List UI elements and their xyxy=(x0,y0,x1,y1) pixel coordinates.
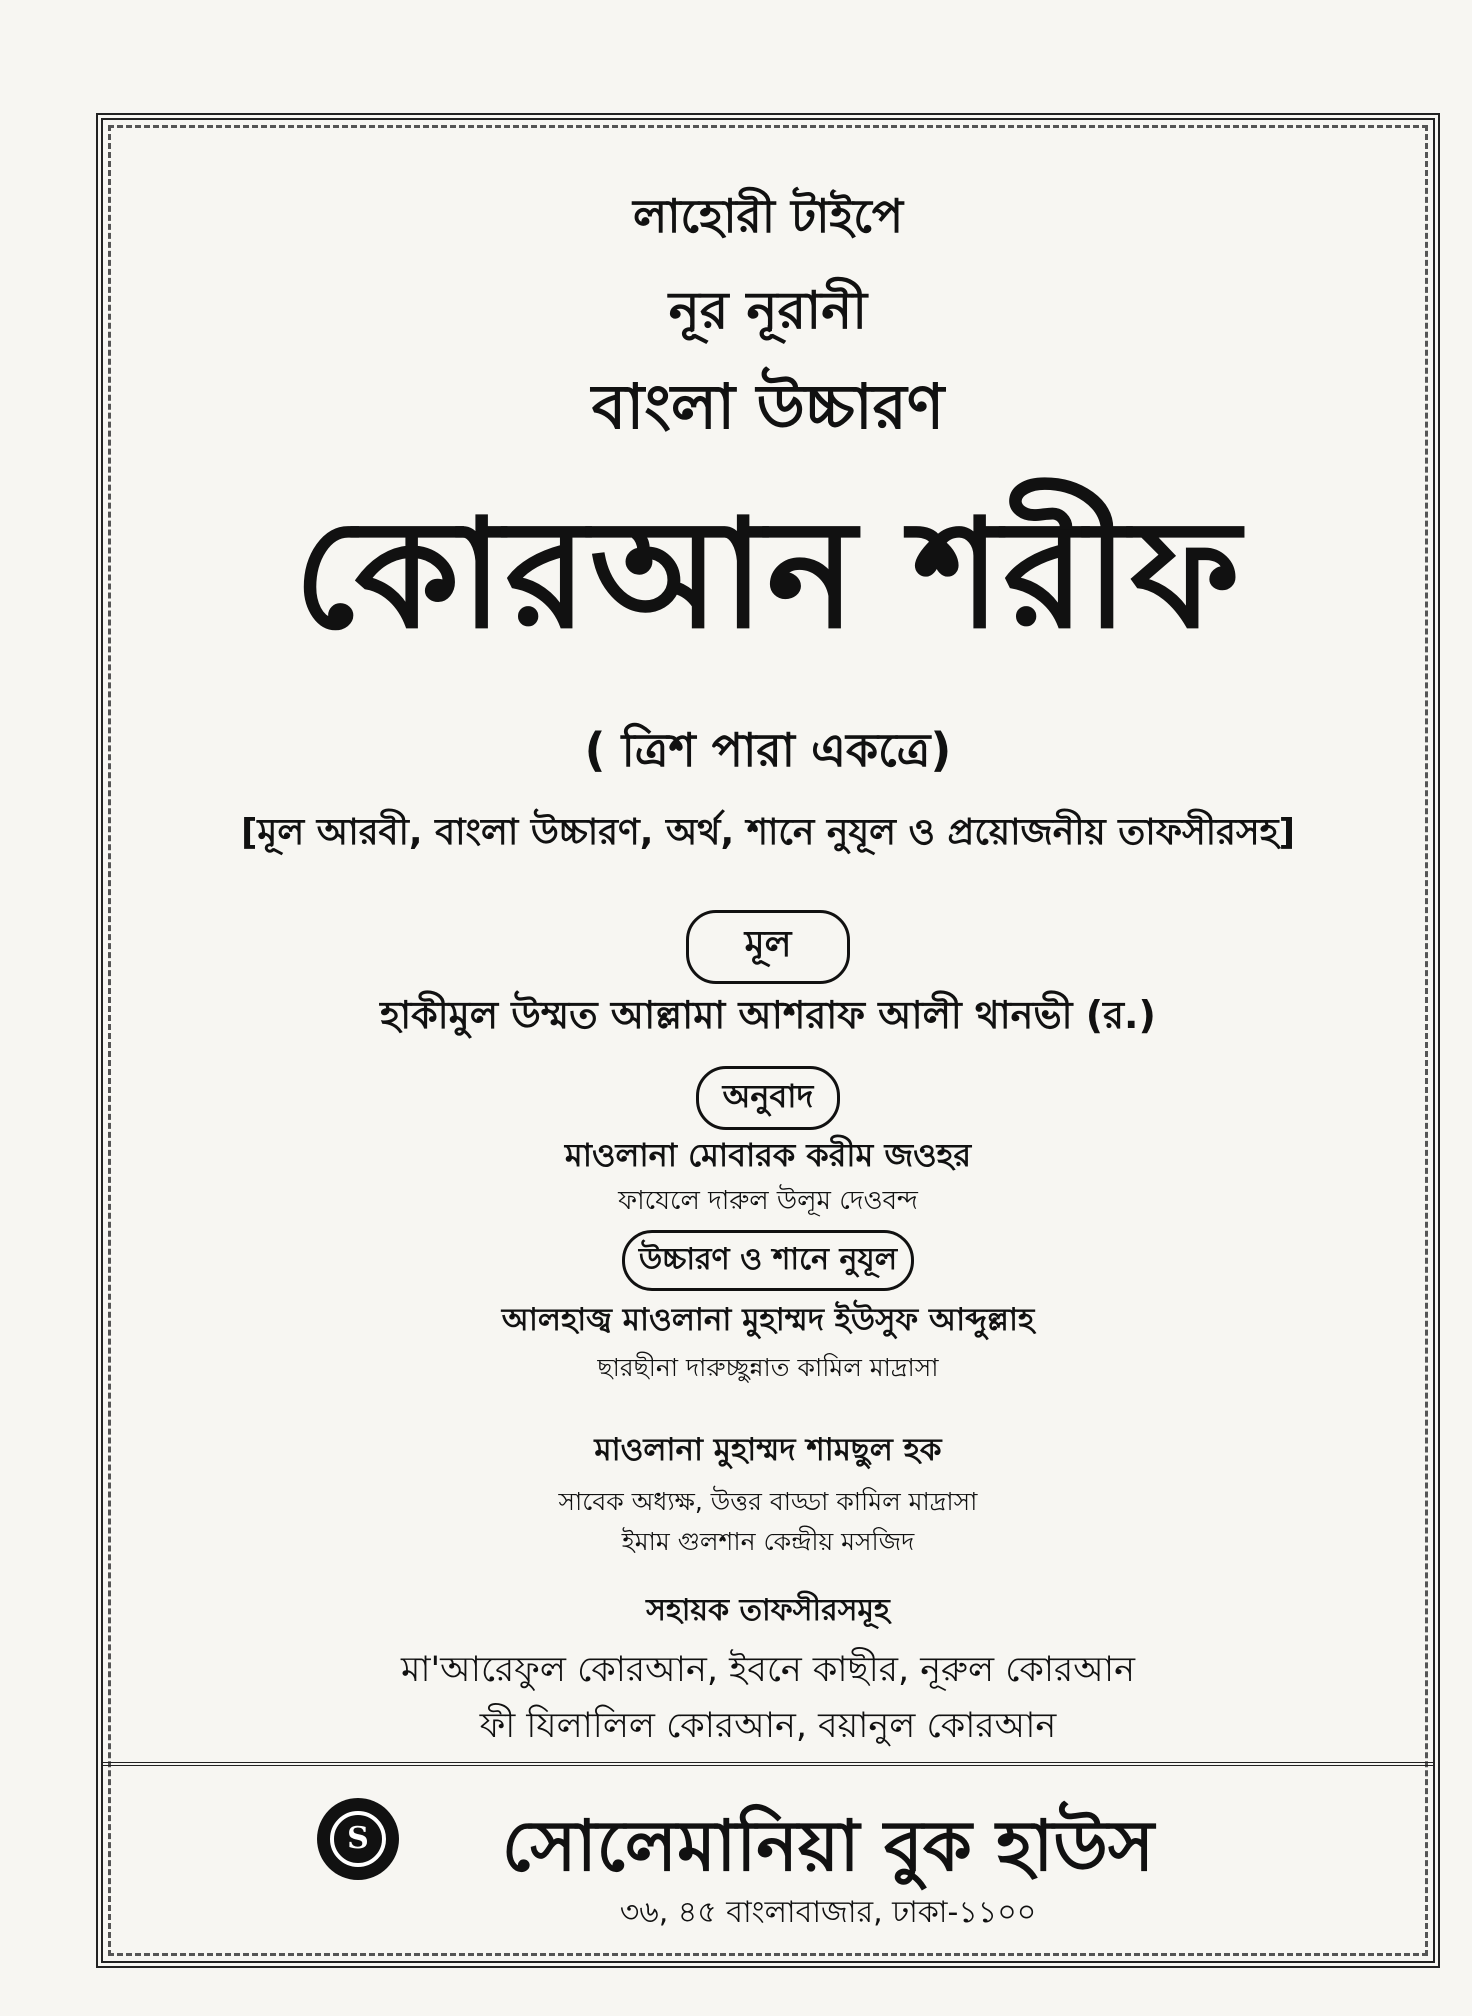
references-line-1: মা'আরেফুল কোরআন, ইবনে কাছীর, নূরুল কোরআন xyxy=(400,1650,1136,1690)
translator-name: মাওলানা মোবারক করীম জওহর xyxy=(564,1136,972,1174)
title-line-2: নূর নূরানী xyxy=(668,281,868,341)
publisher-box xyxy=(103,1762,1433,1961)
title-line-3: বাংলা উচ্চারণ xyxy=(591,370,945,443)
pronunciation-label-row xyxy=(103,1230,1433,1291)
references-heading: সহায়ক তাফসীরসমূহ xyxy=(646,1593,890,1628)
publisher-address: ৩৬, ৪৫ বাংলাবাজার, ঢাকা-১১০০ xyxy=(619,1895,1037,1930)
contributor-2-designation-2: ইমাম গুলশান কেন্দ্রীয় মসজিদ xyxy=(621,1527,915,1556)
contributor-1-name: আলহাজ্ব মাওলানা মুহাম্মদ ইউসুফ আব্দুল্লাহ xyxy=(501,1302,1035,1338)
translator-designation: ফাযেলে দারুল উলূম দেওবন্দ xyxy=(618,1186,918,1216)
original-label: মূল xyxy=(686,910,851,984)
contributor-2-name: মাওলানা মুহাম্মদ শামছুল হক xyxy=(594,1432,942,1468)
contributor-1-designation: ছারছীনা দারুচ্ছুন্নাত কামিল মাদ্রাসা xyxy=(597,1353,939,1382)
references-line-2: ফী যিলালিল কোরআন, বয়ানুল কোরআন xyxy=(479,1706,1057,1746)
contributor-2-designation-1: সাবেক অধ্যক্ষ, উত্তর বাড্ডা কামিল মাদ্রাসা xyxy=(558,1487,978,1516)
main-title: কোরআন শরীফ xyxy=(293,488,1243,662)
original-label-row xyxy=(103,910,1433,984)
translation-label-row xyxy=(103,1066,1433,1130)
publisher-name: সোলেমানিয়া বুক হাউস xyxy=(501,1805,1155,1887)
para-note: ( ত্রিশ পারা একত্রে) xyxy=(584,723,952,777)
contents-note: [মূল আরবী, বাংলা উচ্চারণ, অর্থ, শানে নুযূল ও প্রয়োজনীয় তাফসীরসহ] xyxy=(240,812,1296,853)
publisher-logo-letter: S xyxy=(330,1811,386,1867)
pronunciation-label: উচ্চারণ ও শানে নুযূল xyxy=(622,1230,914,1291)
translation-label: অনুবাদ xyxy=(696,1066,841,1130)
cover-frame xyxy=(96,113,1440,1968)
type-line: লাহোরী টাইপে xyxy=(632,189,904,243)
original-author: হাকীমুল উম্মত আল্লামা আশরাফ আলী থানভী (র.) xyxy=(380,993,1156,1037)
